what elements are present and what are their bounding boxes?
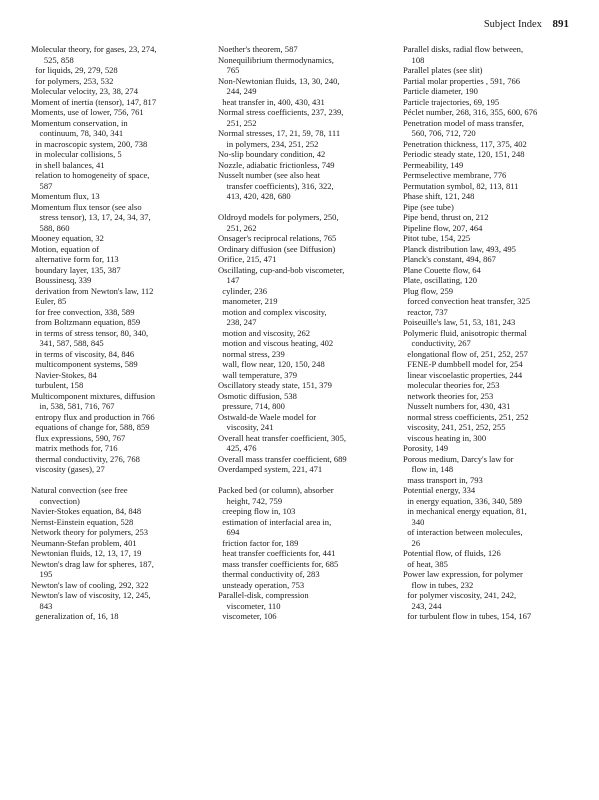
index-entry: Navier-Stokes equation, 84, 848	[31, 506, 142, 516]
index-entry: Orifice, 215, 471	[218, 254, 277, 264]
index-entry: Pipe (see tube)	[403, 201, 454, 212]
index-entry: Multicomponent mixtures, diffusion in, 538, 581, 716, 767	[31, 390, 156, 411]
index-entry: friction factor for, 189	[218, 537, 299, 548]
index-entry: Euler, 85	[31, 296, 67, 306]
index-entry: derivation from Newton's law, 112	[31, 285, 154, 296]
index-entry: Power law expression, for polymer flow in tubes, 232	[403, 569, 523, 590]
index-entry: thermal conductivity, 276, 768	[31, 453, 140, 464]
index-entry: motion and viscosity, 262	[218, 327, 311, 338]
index-entry: Nusselt numbers for, 430, 431	[403, 401, 511, 411]
index-entry: relation to homogeneity of space, 587	[35, 170, 150, 191]
index-entry: Penetration model of mass transfer, 560, 706, 712, 720	[403, 117, 524, 138]
index-entry: alternative form for, 113	[31, 254, 119, 264]
index-entry: from Boltzmann equation, 859	[31, 317, 141, 327]
index-entry: boundary layer, 135, 387	[31, 264, 121, 275]
running-header	[484, 18, 569, 30]
index-entry: Molecular velocity, 23, 38, 274	[31, 86, 138, 96]
index-entry: Polymeric fluid, anisotropic thermal conductivity, 267	[403, 327, 527, 348]
index-entry: in energy equation, 336, 340, 589	[403, 495, 523, 506]
index-entry: Periodic steady state, 120, 151, 248	[403, 149, 525, 159]
index-entry: viscosity, 241, 251, 252, 255	[403, 422, 506, 432]
index-entry: Permutation symbol, 82, 113, 811	[403, 180, 519, 191]
index-entry: Momentum flux tensor (see also stress tensor), 13, 17, 24, 34, 37, 588, 860	[31, 201, 151, 233]
index-entry: Porous medium, Darcy's law for flow in, 148	[403, 453, 514, 474]
index-entry: Newton's drag law for spheres, 187, 195	[31, 558, 154, 579]
index-entry: Particle diameter, 190	[403, 86, 478, 96]
index-entry: viscometer, 106	[218, 611, 277, 621]
index-entry: Overall mass transfer coefficient, 689	[218, 453, 347, 464]
index-entry: Boussinesq, 339	[31, 275, 92, 285]
index-entry: Permselective membrane, 776	[403, 170, 507, 180]
index-entry: Pipeline flow, 207, 464	[403, 222, 483, 233]
index-entry: Momentum conservation, in continuum, 78, 340, 341	[31, 117, 128, 138]
index-entry: mass transfer coefficients for, 685	[218, 558, 339, 569]
index-entry: wall temperature, 379	[218, 369, 298, 380]
index-entry: Nernst-Einstein equation, 528	[31, 516, 134, 527]
index-entry: Potential flow, of fluids, 126	[403, 548, 501, 558]
index-entry: of heat, 385	[403, 558, 448, 569]
index-entry: network theories for, 253	[403, 390, 494, 401]
page-number: 891	[552, 18, 569, 30]
index-entry: for turbulent flow in tubes, 154, 167	[403, 611, 532, 621]
index-entry: Phase shift, 121, 248	[403, 191, 475, 201]
index-entry: Porosity, 149	[403, 443, 449, 453]
index-entry: Nusselt number (see also heat transfer coefficients), 316, 322, 413, 420, 428, 680	[218, 170, 334, 201]
index-entry: Oldroyd models for polymers, 250, 251, 262	[218, 212, 339, 233]
index-entry: Molecular theory, for gases, 23, 274, 525, 858	[31, 44, 157, 65]
index-entry: for polymers, 253, 532	[31, 75, 114, 86]
index-entry: elongational flow of, 251, 252, 257	[403, 348, 528, 359]
index-entry: Onsager's reciprocal relations, 765	[218, 233, 337, 243]
index-entry: Nozzle, adiabatic frictionless, 749	[218, 159, 335, 170]
index-entry: turbulent, 158	[31, 380, 84, 390]
index-column-1	[31, 44, 213, 622]
index-entry: Penetration thickness, 117, 375, 402	[403, 138, 527, 149]
index-entry: Parallel-disk, compression viscometer, 110	[218, 590, 309, 611]
index-entry: Ordinary diffusion (see Diffusion)	[218, 243, 336, 254]
index-entry: Parallel disks, radial flow between, 108	[403, 44, 524, 65]
index-entry: Pitot tube, 154, 225	[403, 233, 471, 243]
index-entry: Newtonian fluids, 12, 13, 17, 19	[31, 548, 142, 558]
index-entry: Partial molar properties , 591, 766	[403, 75, 521, 86]
index-entry: for liquids, 29, 279, 528	[31, 65, 118, 75]
index-entry: Particle trajectories, 69, 195	[403, 96, 500, 107]
index-entry: creeping flow in, 103	[218, 506, 296, 516]
index-entry: Non-Newtonian fluids, 13, 30, 240, 244, 249	[218, 75, 340, 96]
index-entry: equations of change for, 588, 859	[31, 422, 150, 432]
index-entry: Parallel plates (see slit)	[403, 65, 483, 75]
index-entry: Newton's law of cooling, 292, 322	[31, 579, 149, 590]
index-entry: for free convection, 338, 589	[31, 306, 135, 317]
index-entry: pressure, 714, 800	[218, 401, 285, 411]
index-entry: of interaction between molecules, 26	[407, 527, 523, 548]
index-entry: heat transfer in, 400, 430, 431	[218, 96, 325, 107]
index-entry: forced convection heat transfer, 325	[403, 296, 531, 306]
index-entry: in molecular collisions, 5	[31, 149, 122, 159]
index-entry: molecular theories for, 253	[403, 380, 500, 390]
index-entry: Neumann-Stefan problem, 401	[31, 537, 137, 548]
index-entry: in terms of viscosity, 84, 846	[31, 348, 135, 359]
index-entry: Noether's theorem, 587	[218, 44, 298, 54]
index-entry: FENE-P dumbbell model for, 254	[403, 359, 523, 369]
index-entry: Normal stresses, 17, 21, 59, 78, 111 in polymers, 234, 251, 252	[218, 128, 341, 149]
index-entry: in macroscopic system, 200, 738	[31, 138, 148, 149]
index-entry: unsteady operation, 753	[218, 579, 305, 590]
index-entry: Newton's law of viscosity, 12, 245, 843	[31, 590, 151, 611]
index-entry: Overdamped system, 221, 471	[218, 464, 323, 474]
index-entry: reactor, 737	[403, 306, 448, 317]
index-entry: Nonequilibrium thermodynamics, 765	[218, 54, 334, 75]
index-entry: Potential energy, 334	[403, 485, 476, 495]
index-entry: viscosity (gases), 27	[31, 464, 105, 474]
index-entry: Packed bed (or column), absorber height, 742, 759	[218, 485, 334, 506]
index-entry: multicomponent systems, 589	[31, 359, 138, 369]
index-entry: Osmotic diffusion, 538	[218, 390, 297, 401]
index-entry: Planck distribution law, 493, 495	[403, 243, 516, 254]
index-entry: Péclet number, 268, 316, 355, 600, 676	[403, 107, 538, 117]
index-entry: motion and complex viscosity, 238, 247	[222, 306, 327, 327]
section-title: Subject Index	[483, 19, 542, 30]
index-entry: cylinder, 236	[218, 285, 268, 296]
index-entry: Overall heat transfer coefficient, 305, 425, 476	[218, 432, 346, 453]
index-entry: flux expressions, 590, 767	[31, 432, 126, 443]
index-entry: Natural convection (see free convection)	[31, 485, 128, 506]
index-entry: for polymer viscosity, 241, 242, 243, 244	[407, 590, 517, 611]
index-entry: Plug flow, 259	[403, 285, 454, 296]
index-entry: Momentum flux, 13	[31, 191, 100, 201]
index-entry: Pipe bend, thrust on, 212	[403, 212, 489, 222]
index-entry: estimation of interfacial area in, 694	[222, 516, 332, 537]
index-entry: linear viscoelastic properties, 244	[403, 369, 523, 380]
index-entry: motion and viscous heating, 402	[218, 338, 334, 348]
index-entry: generalization of, 16, 18	[31, 611, 119, 621]
index-entry: Oscillatory steady state, 151, 379	[218, 380, 332, 390]
index-entry: mass transport in, 793	[403, 474, 483, 485]
index-entry: in terms of stress tensor, 80, 340, 341, 587, 588, 845	[35, 327, 149, 348]
index-entry: Oscillating, cup-and-bob viscometer, 147	[218, 264, 345, 285]
index-entry: wall, flow near, 120, 150, 248	[218, 359, 325, 369]
index-entry: manometer, 219	[218, 296, 278, 306]
index-entry: Ostwald-de Waele model for viscosity, 241	[218, 411, 317, 432]
index-column-2	[218, 44, 400, 622]
index-entry: in mechanical energy equation, 81, 340	[407, 506, 527, 527]
index-entry: matrix methods for, 716	[31, 443, 118, 453]
index-entry: entropy flux and production in 766	[31, 411, 155, 422]
index-entry: thermal conductivity of, 283	[218, 569, 320, 579]
index-entry: Plate, oscillating, 120	[403, 275, 478, 285]
index-entry: Moment of inertia (tensor), 147, 817	[31, 96, 157, 107]
index-entry: Plane Couette flow, 64	[403, 264, 481, 275]
index-entry: Motion, equation of	[31, 243, 100, 254]
index-column-3	[403, 44, 585, 622]
index-entry: Mooney equation, 32	[31, 233, 104, 243]
index-entry: Planck's constant, 494, 867	[403, 254, 496, 264]
index-entry: normal stress coefficients, 251, 252	[403, 411, 529, 422]
index-entry: No-slip boundary condition, 42	[218, 149, 326, 159]
index-entry: heat transfer coefficients for, 441	[218, 548, 336, 558]
index-entry: Normal stress coefficients, 237, 239, 251, 252	[218, 107, 344, 128]
index-entry: Network theory for polymers, 253	[31, 527, 149, 537]
index-entry: Permeability, 149	[403, 159, 464, 170]
index-entry: viscous heating in, 300	[403, 432, 487, 443]
index-entry: normal stress, 239	[218, 348, 285, 359]
index-entry: Moments, use of lower, 756, 761	[31, 107, 144, 117]
index-entry: Navier-Stokes, 84	[31, 369, 97, 380]
index-entry: Poiseuille's law, 51, 53, 181, 243	[403, 317, 516, 327]
index-entry: in shell balances, 41	[31, 159, 105, 170]
